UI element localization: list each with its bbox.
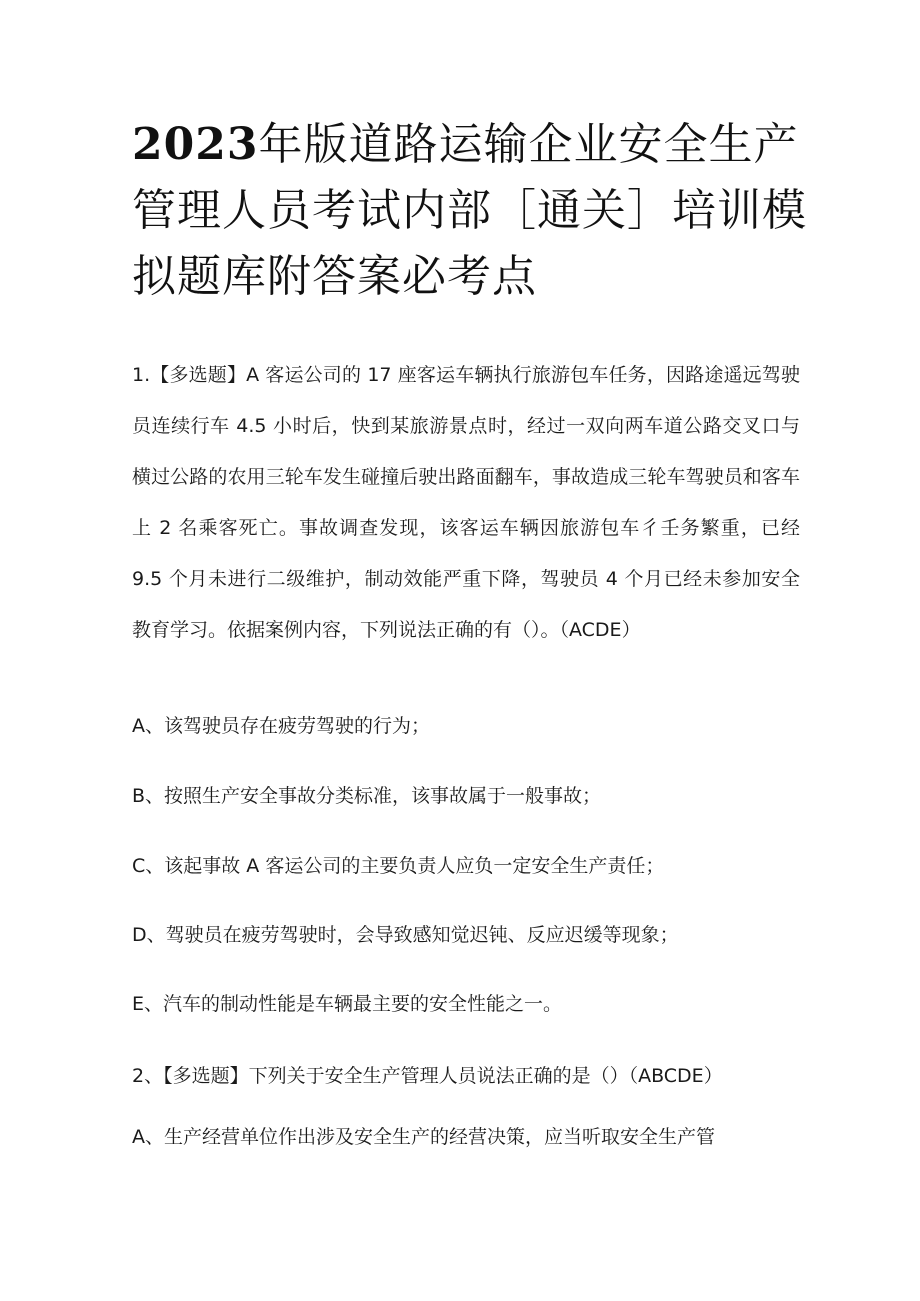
question-1-option-d: D、驾驶员在疲劳驾驶时，会导致感知觉迟钝、反应迟缓等现象； (132, 924, 679, 946)
document-title (132, 112, 812, 310)
title-text: 年版道路运输企业安全生产管理人员考试内部［通关］培训模拟题库附答案必考点 (132, 119, 807, 302)
question-2-stem: 2、【多选题】下列关于安全生产管理人员说法正确的是（）（ABCDE） (132, 1065, 723, 1087)
question-1-option-b: B、按照生产安全事故分类标准，该事故属于一般事故； (132, 785, 602, 807)
question-2-option-a: A、生产经营单位作出涉及安全生产的经营决策，应当听取安全生产管 (132, 1126, 715, 1148)
title-year: 2023 (132, 119, 259, 170)
question-1-option-e: E、汽车的制动性能是车辆最主要的安全性能之一。 (132, 993, 563, 1015)
question-1-stem: 1.【多选题】A 客运公司的 17 座客运车辆执行旅游包车任务，因路途遥远驾驶员连续行车 4.5 小时后，快到某旅游景点时，经过一双向两车道公路交叉口与横过公路的农用三轮车发生碰撞后驶出路面翻车，事故造成三轮车驾驶员和客车上 2 名乘客死亡。事故调查发现，该客运车辆因旅游包车彳壬务繁重，已经 9.5 个月未进行二级维护，制动效能严重下降，驾驶员 4 个月已经未参加安全教育学习。依据案例内容，下列说法正确的有（）。（ACDE） (132, 364, 800, 641)
question-1-option-c: C、该起事故 A 客运公司的主要负责人应负一定安全生产责任； (132, 855, 665, 877)
question-1-option-a: A、该驾驶员存在疲劳驾驶的行为； (132, 715, 430, 737)
